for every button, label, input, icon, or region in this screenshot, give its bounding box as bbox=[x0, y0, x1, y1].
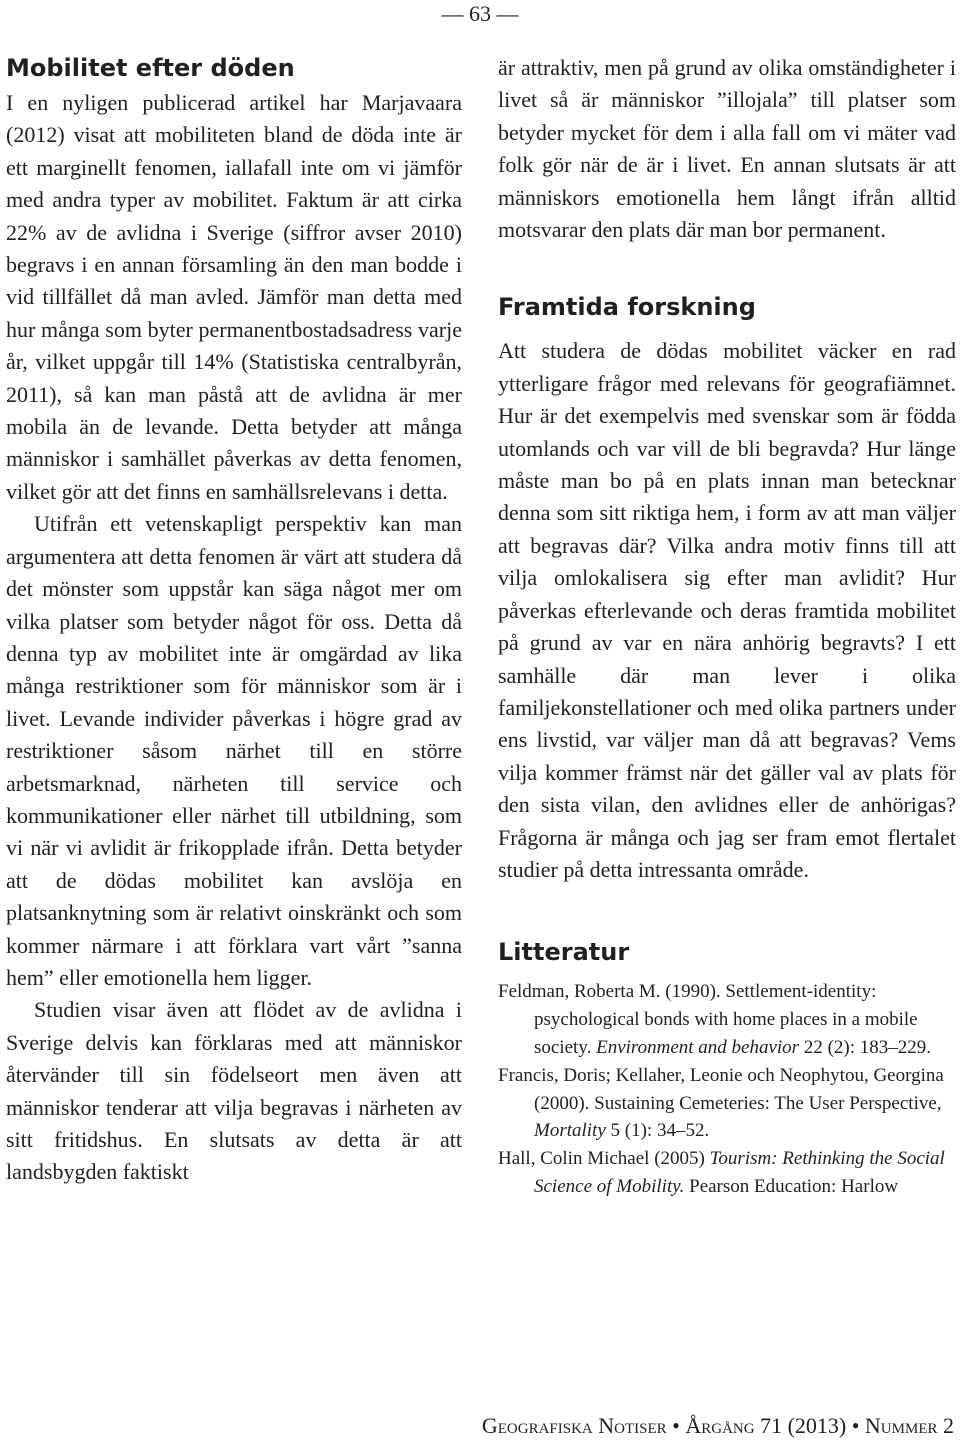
section-heading-literature: Litteratur bbox=[498, 938, 630, 967]
left-body bbox=[6, 87, 462, 1189]
journal-footer: Geografiska Notiser • Årgång 71 (2013) • Nummer 2 bbox=[481, 1413, 954, 1438]
section-heading-mobility: Mobilitet efter döden bbox=[6, 54, 295, 82]
right-column bbox=[498, 52, 956, 1201]
right-body bbox=[498, 52, 956, 246]
paragraph-3: Studien visar även att flödet av de avlidna i Sverige delvis kan förklaras med att människor återvänder till sin födelseort men även att människor tenderar att vilja begravas i närheten av sitt fritidshus. En slutsats av detta är att landsbygden faktiskt bbox=[6, 997, 462, 1185]
page-number: — 63 — bbox=[441, 1, 519, 26]
paragraph-1: I en nyligen publicerad artikel har Marjavaara (2012) visat att mobiliteten bland de döda inte är ett marginellt fenomen, iallafall inte om vi jämför med andra typer av mobilitet. Faktum är att cirka 22% av de avlidna i Sverige (siffror avser 2010) begravs i en annan församling än den man bodde i vid tillfället då man avled. Jämför man detta med hur många som byter permanentbostadsadress varje år, vilket uppgår till 14% (Statistiska centralbyrån, 2011), så kan man påstå att de avlidna är mer mobila än de levande. Detta betyder att många människor i samhället påverkas av detta fenomen, vilket gör att det finns en samhällsrelevans i detta. bbox=[6, 90, 462, 504]
continuation-paragraph: är attraktiv, men på grund av olika omständigheter i livet så är människor ”illojala” till platser som betyder mycket för dem i alla fall om vi mäter vad folk gör när de är i livet. En annan slutsats är att människors emotionella hem långt ifrån alltid motsvarar den plats där man bor permanent. bbox=[498, 55, 956, 243]
left-column bbox=[6, 52, 462, 1189]
reference-item: Francis, Doris; Kellaher, Leonie och Neophytou, Georgina (2000). Sustaining Cemeteries: The User Perspective, Mortality 5 (1): 34–52. bbox=[498, 1064, 944, 1142]
future-body bbox=[498, 335, 956, 886]
section-heading-future-research: Framtida forskning bbox=[498, 293, 756, 322]
future-paragraph: Att studera de dödas mobilitet väcker en rad ytterligare frågor med relevans för geografiämnet. Hur är det exempelvis med svenskar som är födda utomlands och var vill de bli begravda? Hur länge måste man bo på en plats innan man betecknar denna som sitt riktiga hem, i form av att man väljer att begravas där? Vilka andra motiv finns till att vilja omlokalisera sig efter man avlidit? Hur påverkas efterlevande och deras framtida mobilitet på grund av var en nära anhörig begravts? I ett samhälle där man lever i olika familjekonstellationer och med olika partners under ens livstid, var väljer man då att begravas? Vems vilja kommer främst när det gäller val av plats för den sista vilan, den avlidnes eller de anhörigas? Frågorna är många och jag ser fram emot flertalet studier på detta intressanta område. bbox=[498, 338, 956, 882]
paragraph-2: Utifrån ett vetenskapligt perspektiv kan man argumentera att detta fenomen är värt att studera då det mönster som uppstår kan säga något mer om vilka platser som betyder något för oss. Detta då denna typ av mobilitet inte är omgärdad av lika många restriktioner som för människor som är i livet. Levande individer påverkas i högre grad av restriktioner såsom närhet till en större arbetsmarknad, närheten till service och kommunikationer eller närhet till utbildning, som vi när vi avlidit är frikopplade ifrån. Detta betyder att de dödas mobilitet kan avslöja en platsanknytning som är relativt oinskränkt och som kommer närmare i att förklara vart vårt ”sanna hem” eller emotionella hem ligger. bbox=[6, 511, 462, 990]
reference-item: Hall, Colin Michael (2005) Tourism: Rethinking the Social Science of Mobility. Pearson Education: Harlow bbox=[498, 1148, 945, 1197]
reference-list bbox=[498, 978, 956, 1200]
reference-item: Feldman, Roberta M. (1990). Settlement-identity: psychological bonds with home places in a mobile society. Environment and behavior 22 (2): 183–229. bbox=[498, 981, 932, 1058]
